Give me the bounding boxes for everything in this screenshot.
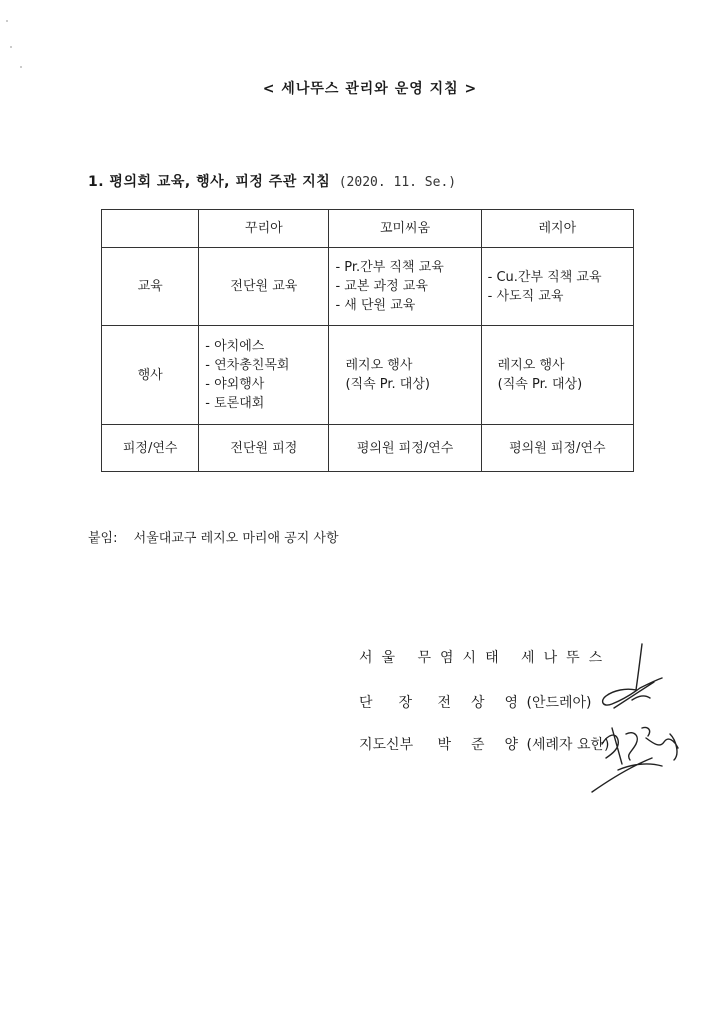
table-header-row [102, 210, 634, 248]
signature-organization: 서울 무염시태 세나뚜스 [359, 650, 612, 666]
table-header-curia: 꾸리아 [199, 210, 329, 248]
table-header-comitium: 꼬미씨움 [329, 210, 481, 248]
table-header-blank [102, 210, 199, 248]
page-title: < 세나뚜스 관리와 운영 지침 > [262, 81, 478, 97]
scan-speck [10, 46, 12, 48]
attachment-value: 서울대교구 레지오 마리애 공지 사항 [133, 531, 339, 546]
cell-line: 평의원 피정/연수 [509, 440, 606, 456]
cell-line: - 연차총친목회 [205, 358, 290, 373]
table-header-regia: 레지아 [481, 210, 633, 248]
guide-table [101, 209, 634, 472]
signature-director-line [359, 734, 609, 754]
director-role: 지도신부 [359, 737, 414, 753]
cell-line: 레지오 행사 [497, 358, 565, 373]
table-cell [481, 248, 633, 326]
cell-line: - 사도직 교육 [487, 288, 564, 304]
cell-line: - 야외행사 [205, 377, 265, 392]
cell-line: (직속 Pr. 대상) [497, 377, 583, 392]
cell-line: - 새 단원 교육 [335, 298, 416, 313]
table-cell [481, 326, 633, 425]
director-handwritten-signature [582, 714, 692, 800]
section-date: (2020. 11. Se.) [338, 175, 457, 190]
director-name: 박준양 [437, 737, 539, 753]
cell-line: 전단원 피정 [230, 440, 298, 456]
table-cell [329, 248, 481, 326]
cell-line: 레지오 행사 [345, 358, 413, 373]
row-label: 교육 [102, 248, 199, 326]
table-cell [329, 425, 481, 472]
scan-speck [20, 66, 22, 68]
table-row [102, 326, 634, 425]
row-label: 행사 [102, 326, 199, 425]
row-label: 피정/연수 [102, 425, 199, 472]
table-cell [329, 326, 481, 425]
cell-line: - Pr.간부 직책 교육 [335, 260, 444, 275]
cell-line: - 교본 과정 교육 [335, 279, 428, 294]
table-cell [199, 248, 329, 326]
cell-line: - 토론대회 [205, 396, 265, 411]
leader-name: 전상영 [437, 695, 539, 711]
table-row [102, 248, 634, 326]
leader-baptismal-name: (안드레아) [526, 695, 592, 711]
cell-line: 전단원 교육 [230, 279, 298, 294]
director-baptismal-name: (세례자 요한) [526, 737, 610, 753]
signature-leader-line [359, 692, 592, 712]
scan-speck [6, 20, 8, 22]
cell-line: 평의원 피정/연수 [356, 440, 454, 456]
leader-role: 단장 [359, 695, 439, 711]
section-heading-text: 1. 평의회 교육, 행사, 피정 주관 지침 [88, 174, 331, 190]
table-cell [199, 326, 329, 425]
cell-line: - 아치에스 [205, 339, 265, 354]
table-cell [481, 425, 633, 472]
cell-line: (직속 Pr. 대상) [345, 377, 430, 392]
table-cell [199, 425, 329, 472]
section-heading [88, 171, 456, 191]
cell-line: - Cu.간부 직책 교육 [487, 269, 602, 285]
attachment-label: 붙임: [88, 531, 118, 546]
table-row [102, 425, 634, 472]
attachment-note [88, 527, 339, 546]
